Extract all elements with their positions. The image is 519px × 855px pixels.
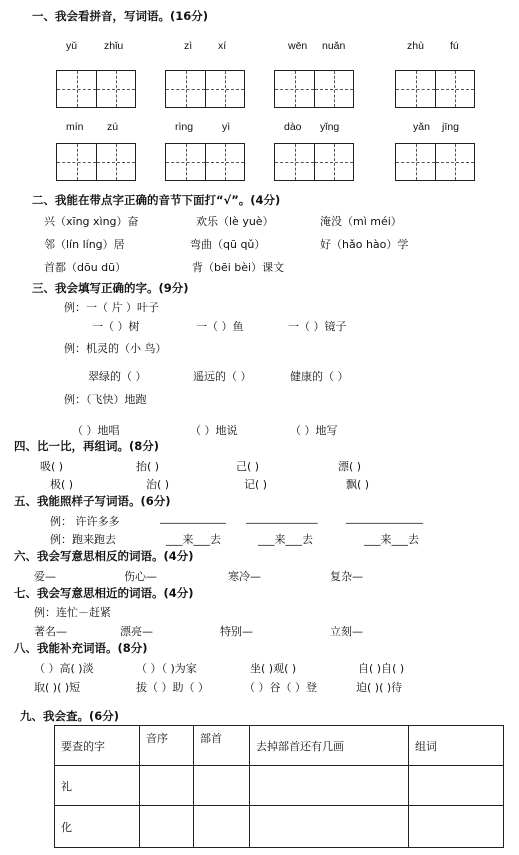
answer-cell[interactable]	[409, 806, 504, 848]
answer-line[interactable]: ___来___去	[258, 533, 313, 546]
idiom-item[interactable]: （ ）（ )为家	[136, 662, 197, 675]
idiom-item[interactable]: 拔（ ）助（ ）	[136, 681, 209, 694]
idiom-item[interactable]: （ ）谷（ ）登	[244, 681, 317, 694]
dictionary-lookup-table	[54, 725, 504, 848]
fill-blank[interactable]: 健康的（ ）	[290, 370, 349, 383]
pinyin: yǔ	[66, 40, 78, 52]
antonym-item[interactable]: 伤心—	[124, 570, 157, 583]
section-3-title: 三、我会填写正确的字。(9分)	[32, 281, 189, 295]
pinyin: yǎn	[413, 121, 430, 133]
table-header: 音序	[140, 726, 194, 766]
section-6-title: 六、我会写意思相反的词语。(4分)	[14, 549, 194, 563]
fill-blank[interactable]: 一（ ）鱼	[196, 320, 244, 333]
pinyin: xí	[218, 40, 227, 52]
fill-blank[interactable]: 一（ ）镜子	[288, 320, 347, 333]
answer-cell[interactable]	[250, 766, 409, 806]
answer-cell[interactable]	[409, 766, 504, 806]
table-header: 去掉部首还有几画	[250, 726, 409, 766]
section-1-title: 一、我会看拼音，写词语。(16分)	[32, 9, 209, 23]
compare-item[interactable]: 漂( )	[338, 460, 362, 473]
writing-grid[interactable]	[165, 70, 245, 108]
fill-blank[interactable]: 一（ ）树	[92, 320, 140, 333]
pinyin-choice[interactable]: 淹没（mì méi）	[320, 215, 402, 228]
fill-blank[interactable]: （ ）地唱	[72, 424, 120, 437]
pinyin-choice[interactable]: 兴（xīng xìng）奋	[44, 215, 139, 228]
section-7-title: 七、我会写意思相近的词语。(4分)	[14, 586, 194, 600]
lookup-char: 化	[55, 806, 140, 848]
compare-item[interactable]: 极( )	[50, 478, 74, 491]
table-header: 要查的字	[55, 726, 140, 766]
pinyin: nuǎn	[322, 40, 346, 52]
pinyin: jīng	[442, 121, 459, 133]
answer-cell[interactable]	[250, 806, 409, 848]
example-text: 例：（飞快）地跑	[64, 393, 147, 406]
answer-line[interactable]: ___来___去	[166, 533, 221, 546]
table-row	[55, 806, 504, 848]
pinyin: wēn	[288, 40, 308, 52]
synonym-item[interactable]: 特别—	[220, 625, 253, 638]
example-text: 例：一（ 片 ）叶子	[64, 301, 159, 314]
fill-blank[interactable]: 遥远的（ ）	[193, 370, 252, 383]
section-2-title: 二、我能在带点字正确的音节下面打“√”。(4分)	[32, 193, 281, 207]
idiom-item[interactable]: 取( )( )短	[34, 681, 81, 694]
writing-grid[interactable]	[395, 143, 475, 181]
lookup-char: 礼	[55, 766, 140, 806]
example-text: 例： 许许多多	[50, 515, 120, 528]
compare-item[interactable]: 记( )	[244, 478, 268, 491]
compare-item[interactable]: 飘( )	[346, 478, 370, 491]
writing-grid[interactable]	[56, 143, 136, 181]
pinyin: yì	[222, 121, 231, 133]
pinyin-choice[interactable]: 首都（dōu dū）	[44, 261, 127, 274]
example-text: 例：跑来跑去	[50, 533, 116, 546]
idiom-item[interactable]: （ ）高( )淡	[34, 662, 94, 675]
pinyin: rìng	[175, 121, 194, 133]
pinyin: zì	[184, 40, 193, 52]
fill-blank[interactable]: （ ）地写	[290, 424, 338, 437]
antonym-item[interactable]: 爱—	[34, 570, 56, 583]
compare-item[interactable]: 吸( )	[40, 460, 64, 473]
pinyin: dào	[284, 121, 302, 133]
pinyin-choice[interactable]: 好（hǎo hào）学	[320, 238, 409, 251]
pinyin-choice[interactable]: 弯曲（qū qǔ）	[190, 238, 266, 251]
synonym-item[interactable]: 著名—	[34, 625, 67, 638]
idiom-item[interactable]: 迫( )( )待	[356, 681, 403, 694]
idiom-item[interactable]: 自( )自( )	[358, 662, 405, 675]
answer-line[interactable]: ______________	[346, 511, 423, 524]
table-header: 组词	[409, 726, 504, 766]
writing-grid[interactable]	[274, 143, 354, 181]
pinyin-choice[interactable]: 背（bēi bèi）课文	[192, 261, 285, 274]
pinyin: zhù	[407, 40, 424, 52]
writing-grid[interactable]	[395, 70, 475, 108]
pinyin-choice[interactable]: 邻（lín líng）居	[44, 238, 125, 251]
pinyin: yǐng	[320, 121, 340, 133]
pinyin: fú	[450, 40, 459, 52]
pinyin-choice[interactable]: 欢乐（lè yuè）	[196, 215, 274, 228]
synonym-item[interactable]: 立刻—	[330, 625, 363, 638]
fill-blank[interactable]: 翠绿的（ ）	[88, 370, 147, 383]
compare-item[interactable]: 治( )	[146, 478, 170, 491]
antonym-item[interactable]: 寒冷—	[228, 570, 261, 583]
fill-blank[interactable]: （ ）地说	[190, 424, 238, 437]
section-9-title: 九、我会查。(6分)	[20, 709, 120, 723]
pinyin: zhǐu	[104, 40, 124, 52]
answer-cell[interactable]	[194, 766, 250, 806]
writing-grid[interactable]	[165, 143, 245, 181]
section-5-title: 五、我能照样子写词语。(6分)	[14, 494, 171, 508]
compare-item[interactable]: 抬( )	[136, 460, 160, 473]
antonym-item[interactable]: 复杂—	[330, 570, 363, 583]
example-text: 例：机灵的（小 鸟）	[64, 342, 167, 355]
idiom-item[interactable]: 坐( )观( )	[250, 662, 297, 675]
answer-cell[interactable]	[140, 766, 194, 806]
synonym-item[interactable]: 漂亮—	[120, 625, 153, 638]
section-8-title: 八、我能补充词语。(8分)	[14, 641, 148, 655]
example-text: 例：连忙－赶紧	[34, 606, 111, 619]
pinyin: mín	[66, 121, 84, 133]
section-4-title: 四、比一比，再组词。(8分)	[14, 439, 160, 453]
answer-cell[interactable]	[194, 806, 250, 848]
writing-grid[interactable]	[274, 70, 354, 108]
answer-cell[interactable]	[140, 806, 194, 848]
writing-grid[interactable]	[56, 70, 136, 108]
answer-line[interactable]: ___来___去	[364, 533, 419, 546]
pinyin: zú	[107, 121, 119, 133]
table-row	[55, 766, 504, 806]
compare-item[interactable]: 己( )	[236, 460, 260, 473]
answer-line[interactable]: _____________	[246, 511, 318, 524]
answer-line[interactable]: ____________	[160, 511, 226, 524]
table-header: 部首	[194, 726, 250, 766]
